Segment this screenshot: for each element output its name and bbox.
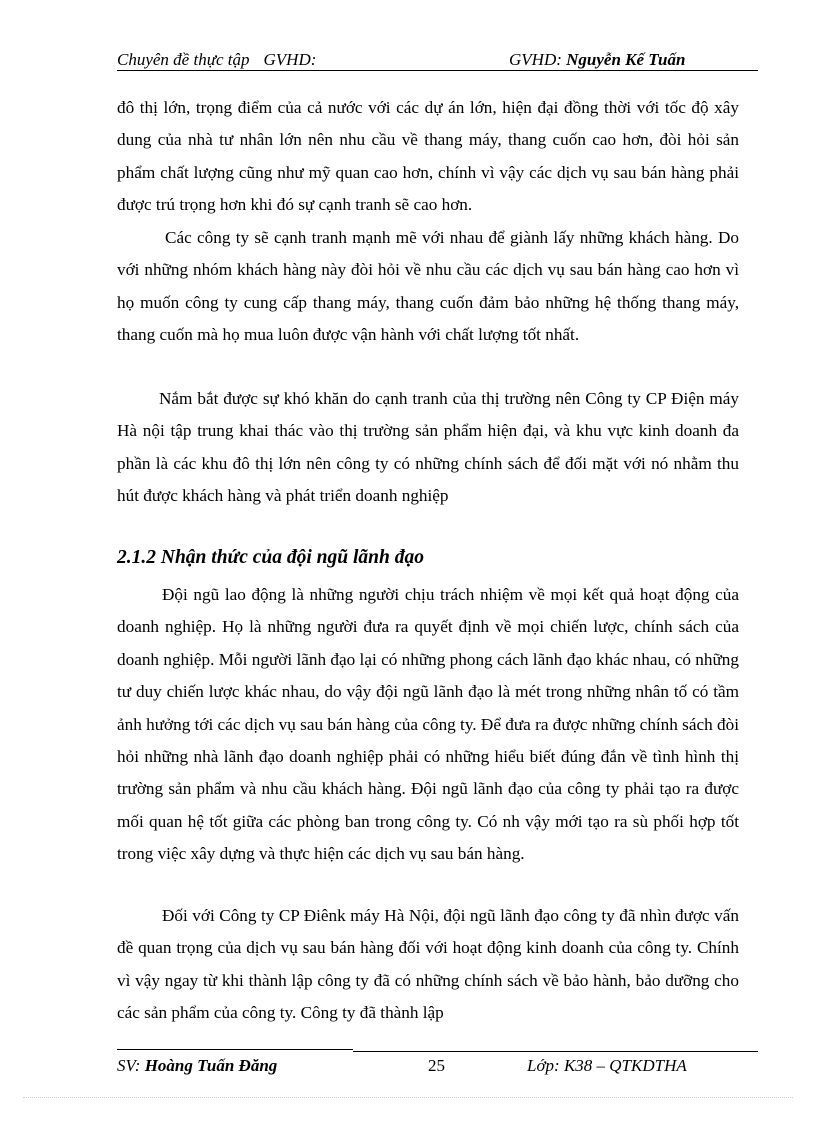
footer-divider-left — [117, 1049, 353, 1050]
page-header — [117, 50, 758, 70]
section-heading: 2.1.2 Nhận thức của đội ngũ lãnh đạo — [117, 547, 424, 568]
page-number: 25 — [428, 1056, 445, 1075]
page-edge — [23, 1097, 793, 1098]
page-footer — [117, 1055, 758, 1077]
body-paragraph: Các công ty sẽ cạnh tranh mạnh mẽ với nhau để giành lấy những khách hàng. Do với những nhóm khách hàng này đòi hỏi về nhu cầu các dịch vụ sau bán hàng cao hơn vì họ muốn công ty cung cấp thang máy, thang cuốn đảm bảo những hệ thống thang máy, thang cuốn mà họ mua luôn được vận hành với chất lượng tốt nhất. — [117, 228, 739, 345]
header-right — [509, 50, 685, 70]
body-paragraph: Nắm bắt được sự khó khăn do cạnh tranh của thị trường nên Công ty CP Điện máy Hà nội tập trung khai thác vào thị trường sản phẩm hiện đại, và khu vực kinh doanh đa phần là các khu đô thị lớn nên công ty có những chính sách để đối mặt với nó nhằm thu hút được khách hàng và phát triển doanh nghiệp — [117, 389, 739, 506]
body-paragraph: đô thị lớn, trọng điểm của cả nước với các dự án lớn, hiện đại đồng thời với tốc độ xây dung của nhà tư nhân lớn nên nhu cầu về thang máy, thang cuốn cao hơn, đòi hỏi sản phẩm chất lượng cũng như mỹ quan cao hơn, chính vì vậy các dịch vụ sau bán hàng phải được trú trọng hơn khi đó sự cạnh tranh sẽ cao hơn. — [117, 98, 739, 215]
footer-class: Lớp: K38 – QTKDTHA — [527, 1056, 687, 1075]
footer-student-prefix: SV: — [117, 1056, 141, 1075]
section-paragraph: Đối với Công ty CP Điênk máy Hà Nội, đội ngũ lãnh đạo công ty đã nhìn được vấn đề quan trọng của dịch vụ sau bán hàng đối với hoạt động kinh doanh của công ty. Chính vì vậy ngay từ khi thành lập công ty đã có những chính sách về bảo hành, bảo dưỡng cho các sản phẩm của công ty. Công ty đã thành lập — [117, 906, 739, 1023]
footer-student-name: Hoàng Tuấn Đăng — [144, 1056, 278, 1075]
footer-divider-right — [353, 1051, 758, 1052]
header-supervisor-prefix: GVHD: — [509, 50, 562, 69]
header-supervisor-name: Nguyễn Kế Tuấn — [566, 50, 686, 69]
footer-student — [117, 1055, 277, 1077]
header-report-type: Chuyên đề thực tập — [117, 50, 250, 69]
header-left — [117, 50, 316, 70]
header-divider — [117, 70, 758, 71]
header-gvhd-label: GVHD: — [263, 50, 317, 69]
section-paragraph: Đội ngũ lao động là những người chịu trách nhiệm về mọi kết quả hoạt động của doanh nghiệp. Họ là những người đưa ra quyết định về mọi chiến lược, chính sách của doanh nghiệp. Mỗi người lãnh đạo lại có những phong cách lãnh đạo khác nhau, có những tư duy chiến lược khác nhau, do vậy đội ngũ lãnh đạo là mét trong những nhân tố có tầm ảnh hưởng tới các dịch vụ sau bán hàng của công ty. Để đưa ra được những chính sách đòi hỏi những nhà lãnh đạo doanh nghiệp phải có những hiểu biết đúng đắn về tình hình thị trường sản phẩm và nhu cầu khách hàng. Đội ngũ lãnh đạo của công ty phải tạo ra được mối quan hệ tốt giữa các phòng ban trong công ty. Có nh vậy mới tạo ra sù phối hợp tốt trong việc xây dựng và thực hiện các dịch vụ sau bán hàng. — [117, 585, 739, 864]
